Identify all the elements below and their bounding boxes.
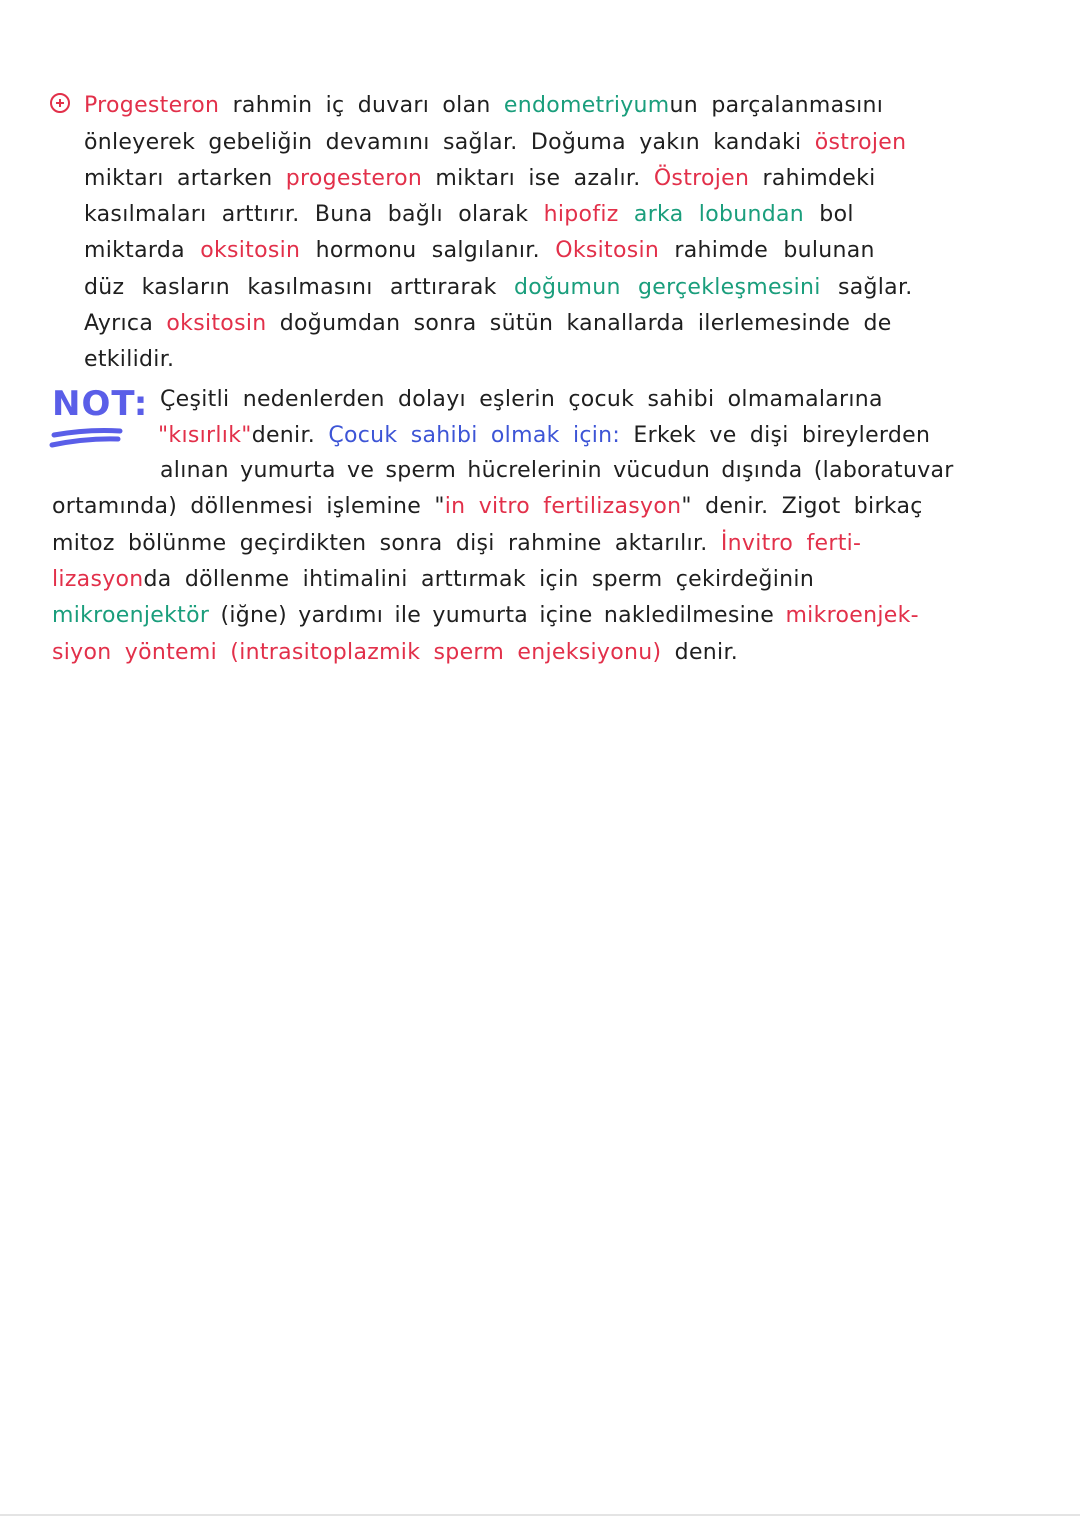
text-segment: Östrojen xyxy=(653,166,750,191)
text-segment: ortamında) döllenmesi işlemine " xyxy=(52,494,445,519)
text-segment: in vitro fertilizasyon xyxy=(444,494,682,519)
text-segment: oksitosin xyxy=(200,238,301,263)
text-segment: lizasyon xyxy=(52,567,144,592)
text-segment: arka lobundan xyxy=(618,202,805,227)
text-segment: progesteron xyxy=(285,166,423,191)
paragraph1-line xyxy=(84,130,906,155)
text-segment: " denir. Zigot birkaç xyxy=(681,494,923,519)
paragraph1-line xyxy=(84,347,174,372)
text-segment: "kısırlık" xyxy=(158,423,252,448)
note-line xyxy=(52,603,919,628)
text-segment: östrojen xyxy=(814,130,907,155)
text-segment: alınan yumurta ve sperm hücrelerinin vücudun dışında (laboratuvar xyxy=(160,458,954,483)
text-segment: Çocuk sahibi olmak için: xyxy=(328,423,621,448)
text-segment: rahmin iç duvarı olan xyxy=(219,93,504,118)
text-segment: Ayrıca xyxy=(84,311,167,336)
text-segment: siyon yöntemi (intrasitoplazmik sperm enjeksiyonu) xyxy=(52,640,662,665)
text-segment: miktarı ise azalır. xyxy=(422,166,654,191)
circled-plus-icon xyxy=(50,93,70,113)
paragraph1-line xyxy=(84,311,892,336)
text-segment: mitoz bölünme geçirdikten sonra dişi rahmine aktarılır. xyxy=(52,531,721,556)
note-line xyxy=(160,387,883,412)
text-segment: doğumun gerçekleşmesini xyxy=(513,275,821,300)
text-segment: miktarı artarken xyxy=(84,166,286,191)
double-underline-icon xyxy=(48,425,128,451)
text-segment: etkilidir. xyxy=(84,347,175,372)
text-segment: rahimdeki xyxy=(749,166,876,191)
note-line xyxy=(52,494,923,519)
note-line xyxy=(52,531,861,556)
note-line xyxy=(52,640,738,665)
text-segment: kasılmaları arttırır. Buna bağlı olarak xyxy=(84,202,544,227)
note-line xyxy=(52,567,814,592)
text-segment: Progesteron xyxy=(84,93,220,118)
text-segment: miktarda xyxy=(84,238,201,263)
paragraph1-line xyxy=(84,93,883,118)
text-segment: rahimde bulunan xyxy=(659,238,875,263)
text-segment: endometriyum xyxy=(503,93,670,118)
text-segment: hormonu salgılanır. xyxy=(300,238,556,263)
note-line xyxy=(160,458,954,483)
text-segment: mikroenjek- xyxy=(785,603,919,628)
text-segment: bol xyxy=(804,202,854,227)
paragraph1-line xyxy=(84,166,876,191)
text-segment: düz kasların kasılmasını arttırarak xyxy=(84,275,514,300)
text-segment: Oksitosin xyxy=(555,238,660,263)
text-segment: un parçalanmasını xyxy=(669,93,884,118)
note-label: NOT: xyxy=(52,384,149,424)
text-segment: denir. xyxy=(251,423,329,448)
text-segment: doğumdan sonra sütün kanallarda ilerlemesinde de xyxy=(266,311,892,336)
text-segment: sağlar. xyxy=(820,275,913,300)
text-segment: da döllenme ihtimalini arttırmak için sperm çekirdeğinin xyxy=(143,567,815,592)
text-segment: denir. xyxy=(661,640,739,665)
text-segment: İnvitro ferti- xyxy=(720,531,862,556)
paragraph1-line xyxy=(84,202,854,227)
text-segment: önleyerek gebeliğin devamını sağlar. Doğuma yakın kandaki xyxy=(84,130,815,155)
text-segment: hipofiz xyxy=(543,202,619,227)
text-segment: Çeşitli nedenlerden dolayı eşlerin çocuk sahibi olmamalarına xyxy=(160,387,883,412)
paragraph1-line xyxy=(84,238,875,263)
text-segment: oksitosin xyxy=(166,311,267,336)
text-segment: Erkek ve dişi bireylerden xyxy=(620,423,931,448)
page-bottom-edge xyxy=(0,1514,1080,1516)
text-segment: (iğne) yardımı ile yumurta içine nakledilmesine xyxy=(209,603,786,628)
paragraph1-line xyxy=(84,275,913,300)
text-segment: mikroenjektör xyxy=(52,603,210,628)
note-line xyxy=(158,423,930,448)
